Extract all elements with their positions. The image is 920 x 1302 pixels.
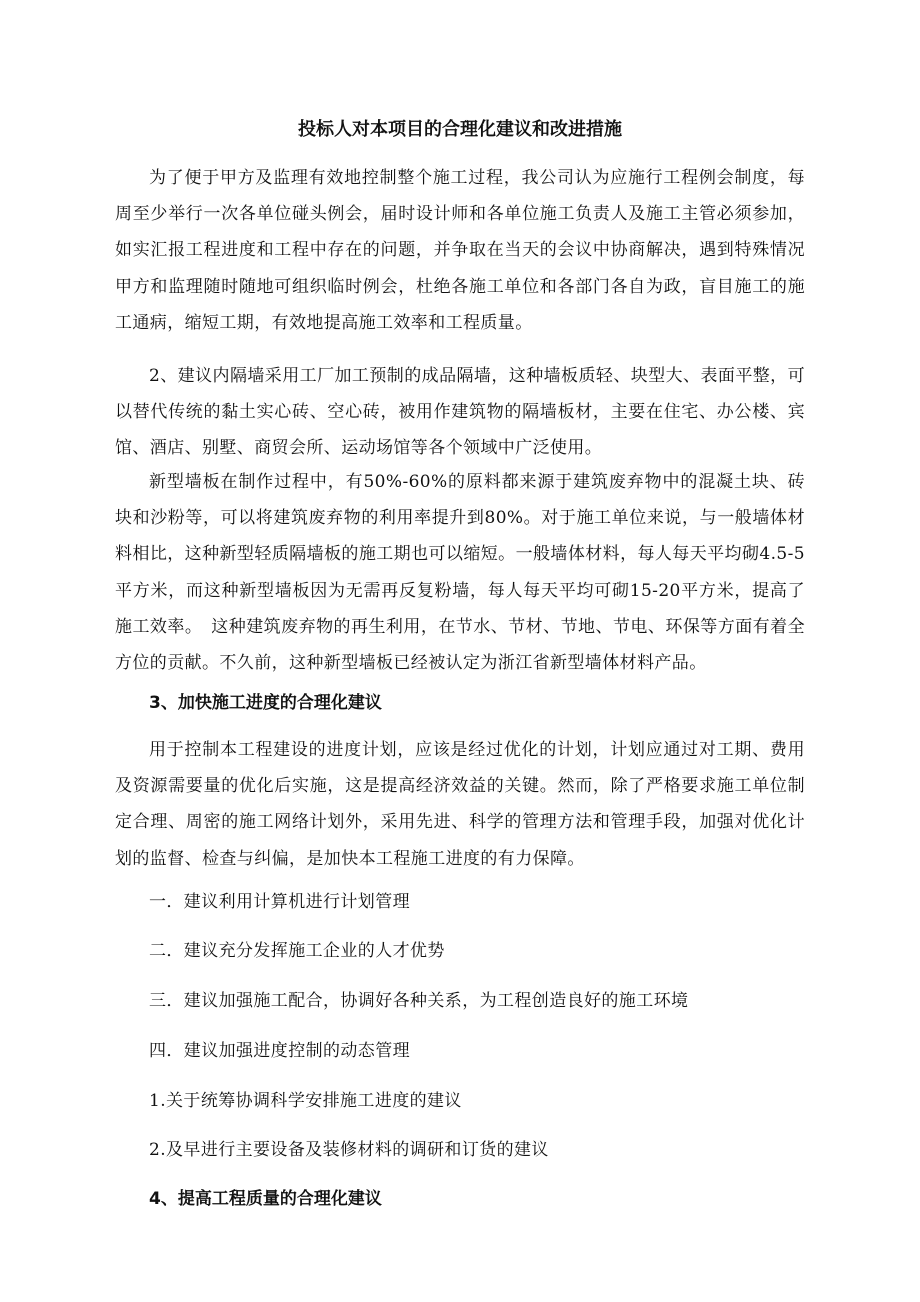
list-item: 四．建议加强进度控制的动态管理 bbox=[149, 1041, 410, 1061]
paragraph-weekly-meeting: 为了便于甲方及监理有效地控制整个施工过程，我公司认为应施行工程例会制度，每周至少举行一次各单位碰头例会，届时设计师和各单位施工负责人及施工主管必须参加，如实汇报工程进度和工程中存在的问题，并争取在当天的会议中协商解决，遇到特殊情况甲方和监理随时随地可组织临时例会，杜绝各施工单位和各部门各自为政，盲目施工的施工通病，缩短工期，有效地提高施工效率和工程质量。 bbox=[115, 168, 805, 333]
list-item: 三．建议加强施工配合，协调好各种关系，为工程创造良好的施工环境 bbox=[149, 991, 689, 1011]
section-heading-quality: 4、提高工程质量的合理化建议 bbox=[149, 1189, 382, 1209]
list-item: 2.及早进行主要设备及装修材料的调研和订货的建议 bbox=[149, 1140, 549, 1160]
paragraph-prefab-partition: 2、建议内隔墙采用工厂加工预制的成品隔墙，这种墙板质轻、块型大、表面平整，可以替代传统的黏土实心砖、空心砖，被用作建筑物的隔墙板材，主要在住宅、办公楼、宾馆、酒店、别墅、商贸会所、运动场馆等各个领域中广泛使用。 bbox=[115, 366, 805, 459]
list-item: 一．建议利用计算机进行计划管理 bbox=[149, 892, 410, 912]
list-item: 1.关于统筹协调科学安排施工进度的建议 bbox=[149, 1091, 462, 1111]
paragraph-new-wall-board: 新型墙板在制作过程中，有50%-60%的原料都来源于建筑废弃物中的混凝土块、砖块和沙粉等，可以将建筑废弃物的利用率提升到80%。对于施工单位来说，与一般墙体材料相比，这种新型轻质隔墙板的施工期也可以缩短。一般墙体材料，每人每天平均砌4.5-5平方米，而这种新型墙板因为无需再反复粉墙，每人每天平均可砌15-20平方米，提高了施工效率。 这种建筑废弃物的再生利用，在节水、节材、节地、节电、环保等方面有着全方位的贡献。不久前，这种新型墙板已经被认定为浙江省新型墙体材料产品。 bbox=[115, 472, 805, 674]
paragraph-schedule-plan: 用于控制本工程建设的进度计划，应该是经过优化的计划，计划应通过对工期、费用及资源需要量的优化后实施，这是提高经济效益的关键。然而，除了严格要求施工单位制定合理、周密的施工网络计划外，采用先进、科学的管理方法和管理手段，加强对优化计划的监督、检查与纠偏，是加快本工程施工进度的有力保障。 bbox=[115, 740, 805, 869]
list-item: 二．建议充分发挥施工企业的人才优势 bbox=[149, 941, 445, 961]
section-heading-schedule: 3、加快施工进度的合理化建议 bbox=[149, 693, 382, 713]
document-title: 投标人对本项目的合理化建议和改进措施 bbox=[298, 119, 622, 140]
